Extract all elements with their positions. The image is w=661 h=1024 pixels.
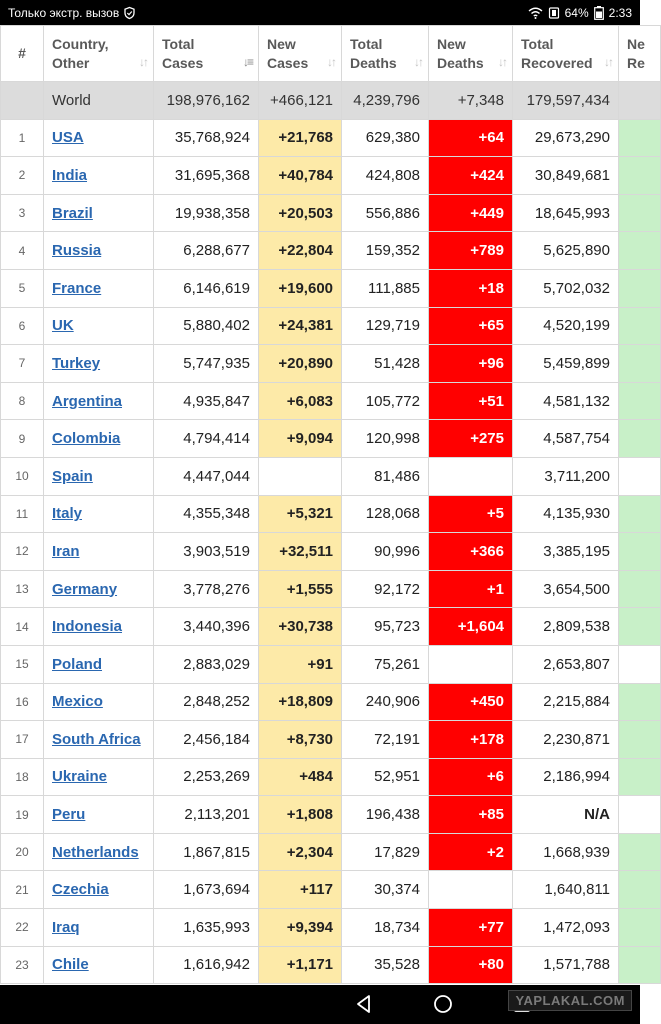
new-deaths-cell: +424 bbox=[429, 157, 513, 195]
table-row bbox=[1, 645, 661, 683]
new-deaths-cell: +64 bbox=[429, 119, 513, 157]
col-header-total-recovered[interactable]: Total Recovered ↓↑ bbox=[513, 26, 619, 82]
home-icon[interactable] bbox=[432, 993, 454, 1020]
total-deaths-cell: 52,951 bbox=[342, 758, 429, 796]
total-cases-cell: 4,794,414 bbox=[154, 420, 259, 458]
table-row bbox=[1, 307, 661, 345]
new-recovered-cell bbox=[619, 157, 661, 195]
country-link[interactable]: Colombia bbox=[52, 430, 121, 448]
clock: 2:33 bbox=[608, 5, 632, 20]
country-link[interactable]: Turkey bbox=[52, 354, 101, 372]
total-deaths-cell: 196,438 bbox=[342, 796, 429, 834]
sort-icon[interactable]: ↓↑ bbox=[139, 55, 147, 69]
country-link[interactable]: Czechia bbox=[52, 881, 109, 899]
total-cases-cell: 2,456,184 bbox=[154, 721, 259, 759]
total-deaths-cell: 75,261 bbox=[342, 645, 429, 683]
country-link[interactable]: Russia bbox=[52, 242, 102, 260]
new-cases-cell: +20,890 bbox=[259, 345, 342, 383]
total-recovered-cell: 30,849,681 bbox=[513, 157, 619, 195]
new-recovered-cell bbox=[619, 232, 661, 270]
new-cases-cell: +5,321 bbox=[259, 495, 342, 533]
new-cases-cell bbox=[259, 457, 342, 495]
new-cases-cell: +18,809 bbox=[259, 683, 342, 721]
new-deaths-cell: +18 bbox=[429, 269, 513, 307]
total-cases-cell: 3,440,396 bbox=[154, 608, 259, 646]
table-row bbox=[1, 909, 661, 947]
total-recovered-cell: 2,186,994 bbox=[513, 758, 619, 796]
row-index: 3 bbox=[1, 194, 44, 232]
row-index: 1 bbox=[1, 119, 44, 157]
row-index: 18 bbox=[1, 758, 44, 796]
new-recovered-cell bbox=[619, 345, 661, 383]
row-index: 8 bbox=[1, 382, 44, 420]
new-cases-cell: +24,381 bbox=[259, 307, 342, 345]
total-deaths-cell: 105,772 bbox=[342, 382, 429, 420]
country-cell bbox=[44, 269, 154, 307]
country-cell bbox=[44, 533, 154, 571]
total-recovered-cell: 1,668,939 bbox=[513, 833, 619, 871]
status-left bbox=[8, 6, 135, 20]
status-right bbox=[528, 6, 632, 20]
new-recovered-cell bbox=[619, 119, 661, 157]
row-index: 5 bbox=[1, 269, 44, 307]
total-cases-cell: 5,880,402 bbox=[154, 307, 259, 345]
new-recovered-cell bbox=[619, 533, 661, 571]
col-header-new-cases[interactable]: New Cases ↓↑ bbox=[259, 26, 342, 82]
status-bar bbox=[0, 0, 640, 25]
table-row bbox=[1, 570, 661, 608]
total-deaths-cell: 424,808 bbox=[342, 157, 429, 195]
table-row bbox=[1, 157, 661, 195]
total-cases-cell: 2,113,201 bbox=[154, 796, 259, 834]
table-row bbox=[1, 495, 661, 533]
total-recovered-cell: 1,472,093 bbox=[513, 909, 619, 947]
new-deaths-cell: +450 bbox=[429, 683, 513, 721]
world-new-deaths: +7,348 bbox=[429, 82, 513, 120]
new-cases-cell: +20,503 bbox=[259, 194, 342, 232]
total-cases-cell: 2,253,269 bbox=[154, 758, 259, 796]
new-cases-cell: +32,511 bbox=[259, 533, 342, 571]
total-deaths-cell: 128,068 bbox=[342, 495, 429, 533]
total-recovered-cell: 1,571,788 bbox=[513, 946, 619, 984]
new-deaths-cell: +5 bbox=[429, 495, 513, 533]
country-cell bbox=[44, 570, 154, 608]
new-deaths-cell: +449 bbox=[429, 194, 513, 232]
new-recovered-cell bbox=[619, 721, 661, 759]
total-recovered-cell: N/A bbox=[513, 796, 619, 834]
row-index: 17 bbox=[1, 721, 44, 759]
country-link[interactable]: South Africa bbox=[52, 730, 141, 748]
table-row bbox=[1, 457, 661, 495]
row-index: 10 bbox=[1, 457, 44, 495]
battery-icon bbox=[594, 6, 604, 20]
new-recovered-cell bbox=[619, 570, 661, 608]
row-index: 20 bbox=[1, 833, 44, 871]
new-recovered-cell bbox=[619, 645, 661, 683]
new-deaths-cell: +6 bbox=[429, 758, 513, 796]
country-cell bbox=[44, 457, 154, 495]
total-deaths-cell: 95,723 bbox=[342, 608, 429, 646]
row-index: 14 bbox=[1, 608, 44, 646]
country-link[interactable]: France bbox=[52, 279, 102, 297]
new-cases-cell: +1,555 bbox=[259, 570, 342, 608]
col-header-new-recovered[interactable]: Ne Re bbox=[619, 26, 661, 82]
row-index: 12 bbox=[1, 533, 44, 571]
new-recovered-cell bbox=[619, 608, 661, 646]
country-link[interactable]: Italy bbox=[52, 505, 83, 523]
sort-icon[interactable]: ↓≡ bbox=[242, 55, 252, 69]
country-cell bbox=[44, 608, 154, 646]
sort-icon[interactable]: ↓↑ bbox=[327, 55, 335, 69]
new-deaths-cell: +96 bbox=[429, 345, 513, 383]
world-total-deaths: 4,239,796 bbox=[342, 82, 429, 120]
country-link[interactable]: Argentina bbox=[52, 392, 123, 410]
total-deaths-cell: 35,528 bbox=[342, 946, 429, 984]
country-cell bbox=[44, 871, 154, 909]
table-row bbox=[1, 382, 661, 420]
back-icon[interactable] bbox=[353, 993, 375, 1020]
total-deaths-cell: 111,885 bbox=[342, 269, 429, 307]
country-cell bbox=[44, 796, 154, 834]
table-row bbox=[1, 796, 661, 834]
country-link[interactable]: Spain bbox=[52, 467, 93, 485]
country-link[interactable]: Poland bbox=[52, 655, 103, 673]
country-cell bbox=[44, 194, 154, 232]
total-recovered-cell: 3,711,200 bbox=[513, 457, 619, 495]
total-recovered-cell: 3,385,195 bbox=[513, 533, 619, 571]
new-cases-cell: +117 bbox=[259, 871, 342, 909]
country-link[interactable]: UK bbox=[52, 317, 74, 335]
total-recovered-cell: 2,809,538 bbox=[513, 608, 619, 646]
country-cell bbox=[44, 833, 154, 871]
total-recovered-cell: 4,135,930 bbox=[513, 495, 619, 533]
world-index bbox=[1, 82, 44, 120]
total-recovered-cell: 4,581,132 bbox=[513, 382, 619, 420]
table-row bbox=[1, 119, 661, 157]
new-recovered-cell bbox=[619, 796, 661, 834]
row-index: 15 bbox=[1, 645, 44, 683]
alarm-icon bbox=[548, 7, 560, 19]
wifi-icon bbox=[528, 7, 543, 19]
country-cell bbox=[44, 721, 154, 759]
world-new-cases: +466,121 bbox=[259, 82, 342, 120]
col-header-new-deaths[interactable]: New Deaths ↓↑ bbox=[429, 26, 513, 82]
table-row bbox=[1, 232, 661, 270]
country-cell bbox=[44, 345, 154, 383]
total-deaths-cell: 72,191 bbox=[342, 721, 429, 759]
new-deaths-cell: +2 bbox=[429, 833, 513, 871]
country-cell bbox=[44, 495, 154, 533]
country-cell bbox=[44, 232, 154, 270]
total-cases-cell: 1,616,942 bbox=[154, 946, 259, 984]
total-recovered-cell: 4,587,754 bbox=[513, 420, 619, 458]
total-recovered-cell: 5,702,032 bbox=[513, 269, 619, 307]
new-cases-cell: +2,304 bbox=[259, 833, 342, 871]
new-recovered-cell bbox=[619, 194, 661, 232]
sort-icon[interactable]: ↓↑ bbox=[498, 55, 506, 69]
country-cell bbox=[44, 307, 154, 345]
total-deaths-cell: 51,428 bbox=[342, 345, 429, 383]
total-recovered-cell: 4,520,199 bbox=[513, 307, 619, 345]
battery-percent: 64% bbox=[564, 5, 589, 20]
total-recovered-cell: 18,645,993 bbox=[513, 194, 619, 232]
new-deaths-cell: +51 bbox=[429, 382, 513, 420]
world-total-cases: 198,976,162 bbox=[154, 82, 259, 120]
total-cases-cell: 5,747,935 bbox=[154, 345, 259, 383]
country-link[interactable]: Iran bbox=[52, 542, 80, 560]
new-deaths-cell: +275 bbox=[429, 420, 513, 458]
world-new-recovered bbox=[619, 82, 661, 120]
table-row bbox=[1, 833, 661, 871]
new-recovered-cell bbox=[619, 307, 661, 345]
total-recovered-cell: 3,654,500 bbox=[513, 570, 619, 608]
country-link[interactable]: Brazil bbox=[52, 204, 93, 222]
country-link[interactable]: Peru bbox=[52, 806, 86, 824]
new-recovered-cell bbox=[619, 871, 661, 909]
row-index: 16 bbox=[1, 683, 44, 721]
total-cases-cell: 1,867,815 bbox=[154, 833, 259, 871]
table-row bbox=[1, 608, 661, 646]
total-deaths-cell: 17,829 bbox=[342, 833, 429, 871]
total-deaths-cell: 556,886 bbox=[342, 194, 429, 232]
new-cases-cell: +6,083 bbox=[259, 382, 342, 420]
total-cases-cell: 35,768,924 bbox=[154, 119, 259, 157]
country-link[interactable]: India bbox=[52, 166, 88, 184]
sort-icon[interactable]: ↓↑ bbox=[604, 55, 612, 69]
total-cases-cell: 2,883,029 bbox=[154, 645, 259, 683]
table-row bbox=[1, 683, 661, 721]
new-cases-cell: +8,730 bbox=[259, 721, 342, 759]
total-cases-cell: 1,635,993 bbox=[154, 909, 259, 947]
row-index: 9 bbox=[1, 420, 44, 458]
row-index: 13 bbox=[1, 570, 44, 608]
country-link[interactable]: USA bbox=[52, 129, 84, 147]
total-recovered-cell: 5,459,899 bbox=[513, 345, 619, 383]
new-deaths-cell: +1,604 bbox=[429, 608, 513, 646]
new-recovered-cell bbox=[619, 758, 661, 796]
new-cases-cell: +21,768 bbox=[259, 119, 342, 157]
total-cases-cell: 3,903,519 bbox=[154, 533, 259, 571]
row-index: 2 bbox=[1, 157, 44, 195]
new-cases-cell: +9,394 bbox=[259, 909, 342, 947]
total-deaths-cell: 92,172 bbox=[342, 570, 429, 608]
total-deaths-cell: 629,380 bbox=[342, 119, 429, 157]
total-deaths-cell: 240,906 bbox=[342, 683, 429, 721]
total-cases-cell: 2,848,252 bbox=[154, 683, 259, 721]
new-deaths-cell: +80 bbox=[429, 946, 513, 984]
new-deaths-cell: +366 bbox=[429, 533, 513, 571]
new-recovered-cell bbox=[619, 269, 661, 307]
world-total-recovered: 179,597,434 bbox=[513, 82, 619, 120]
total-cases-cell: 6,288,677 bbox=[154, 232, 259, 270]
new-recovered-cell bbox=[619, 382, 661, 420]
world-row bbox=[1, 82, 661, 120]
new-cases-cell: +19,600 bbox=[259, 269, 342, 307]
row-index: 7 bbox=[1, 345, 44, 383]
total-cases-cell: 19,938,358 bbox=[154, 194, 259, 232]
new-deaths-cell bbox=[429, 871, 513, 909]
new-recovered-cell bbox=[619, 683, 661, 721]
total-recovered-cell: 2,215,884 bbox=[513, 683, 619, 721]
table-row bbox=[1, 533, 661, 571]
new-cases-cell: +40,784 bbox=[259, 157, 342, 195]
table-row bbox=[1, 721, 661, 759]
col-header-total-deaths[interactable]: Total Deaths ↓↑ bbox=[342, 26, 429, 82]
row-index: 6 bbox=[1, 307, 44, 345]
shield-icon bbox=[124, 7, 135, 19]
country-cell bbox=[44, 645, 154, 683]
row-index: 19 bbox=[1, 796, 44, 834]
table-row bbox=[1, 345, 661, 383]
new-deaths-cell: +178 bbox=[429, 721, 513, 759]
total-deaths-cell: 18,734 bbox=[342, 909, 429, 947]
total-deaths-cell: 81,486 bbox=[342, 457, 429, 495]
new-cases-cell: +91 bbox=[259, 645, 342, 683]
new-recovered-cell bbox=[619, 909, 661, 947]
total-deaths-cell: 120,998 bbox=[342, 420, 429, 458]
country-link[interactable]: Ukraine bbox=[52, 768, 108, 786]
country-cell bbox=[44, 420, 154, 458]
row-index: 11 bbox=[1, 495, 44, 533]
row-index: 22 bbox=[1, 909, 44, 947]
row-index: 23 bbox=[1, 946, 44, 984]
row-index: 4 bbox=[1, 232, 44, 270]
country-link[interactable]: Chile bbox=[52, 956, 89, 974]
country-link[interactable]: Mexico bbox=[52, 693, 103, 711]
table-row bbox=[1, 946, 661, 984]
new-deaths-cell bbox=[429, 457, 513, 495]
country-cell bbox=[44, 119, 154, 157]
total-cases-cell: 6,146,619 bbox=[154, 269, 259, 307]
total-recovered-cell: 2,653,807 bbox=[513, 645, 619, 683]
new-cases-cell: +30,738 bbox=[259, 608, 342, 646]
carrier-text: Только экстр. вызов bbox=[8, 5, 120, 20]
new-recovered-cell bbox=[619, 457, 661, 495]
country-cell bbox=[44, 157, 154, 195]
country-link[interactable]: Iraq bbox=[52, 918, 80, 936]
total-cases-cell: 31,695,368 bbox=[154, 157, 259, 195]
new-deaths-cell: +65 bbox=[429, 307, 513, 345]
country-link[interactable]: Indonesia bbox=[52, 618, 123, 636]
new-cases-cell: +22,804 bbox=[259, 232, 342, 270]
country-link[interactable]: Netherlands bbox=[52, 843, 139, 861]
country-cell bbox=[44, 946, 154, 984]
country-cell bbox=[44, 683, 154, 721]
total-deaths-cell: 129,719 bbox=[342, 307, 429, 345]
col-header-index: # bbox=[1, 26, 44, 82]
country-cell bbox=[44, 382, 154, 420]
total-cases-cell: 3,778,276 bbox=[154, 570, 259, 608]
new-deaths-cell: +85 bbox=[429, 796, 513, 834]
total-recovered-cell: 2,230,871 bbox=[513, 721, 619, 759]
table-row bbox=[1, 871, 661, 909]
total-cases-cell: 1,673,694 bbox=[154, 871, 259, 909]
new-deaths-cell: +77 bbox=[429, 909, 513, 947]
total-recovered-cell: 1,640,811 bbox=[513, 871, 619, 909]
table-row bbox=[1, 420, 661, 458]
new-deaths-cell: +1 bbox=[429, 570, 513, 608]
country-link[interactable]: Germany bbox=[52, 580, 118, 598]
row-index: 21 bbox=[1, 871, 44, 909]
new-deaths-cell bbox=[429, 645, 513, 683]
col-header-country[interactable]: Country, Other ↓↑ bbox=[44, 26, 154, 82]
new-cases-cell: +9,094 bbox=[259, 420, 342, 458]
covid-table-container[interactable] bbox=[0, 25, 645, 985]
total-deaths-cell: 30,374 bbox=[342, 871, 429, 909]
new-deaths-cell: +789 bbox=[429, 232, 513, 270]
total-cases-cell: 4,355,348 bbox=[154, 495, 259, 533]
new-recovered-cell bbox=[619, 946, 661, 984]
sort-icon[interactable]: ↓↑ bbox=[414, 55, 422, 69]
total-deaths-cell: 159,352 bbox=[342, 232, 429, 270]
total-recovered-cell: 29,673,290 bbox=[513, 119, 619, 157]
table-row bbox=[1, 758, 661, 796]
new-recovered-cell bbox=[619, 420, 661, 458]
new-recovered-cell bbox=[619, 495, 661, 533]
new-cases-cell: +484 bbox=[259, 758, 342, 796]
new-cases-cell: +1,171 bbox=[259, 946, 342, 984]
world-name: World bbox=[44, 82, 154, 120]
new-cases-cell: +1,808 bbox=[259, 796, 342, 834]
covid-table bbox=[0, 25, 661, 984]
total-deaths-cell: 90,996 bbox=[342, 533, 429, 571]
country-cell bbox=[44, 909, 154, 947]
total-cases-cell: 4,447,044 bbox=[154, 457, 259, 495]
table-row bbox=[1, 194, 661, 232]
new-recovered-cell bbox=[619, 833, 661, 871]
watermark-logo: YAPLAKAL.COM bbox=[508, 990, 632, 1011]
col-header-total-cases[interactable]: Total Cases ↓≡ bbox=[154, 26, 259, 82]
table-row bbox=[1, 269, 661, 307]
table-header-row bbox=[1, 26, 661, 82]
total-recovered-cell: 5,625,890 bbox=[513, 232, 619, 270]
country-cell bbox=[44, 758, 154, 796]
total-cases-cell: 4,935,847 bbox=[154, 382, 259, 420]
table-body bbox=[1, 82, 661, 984]
